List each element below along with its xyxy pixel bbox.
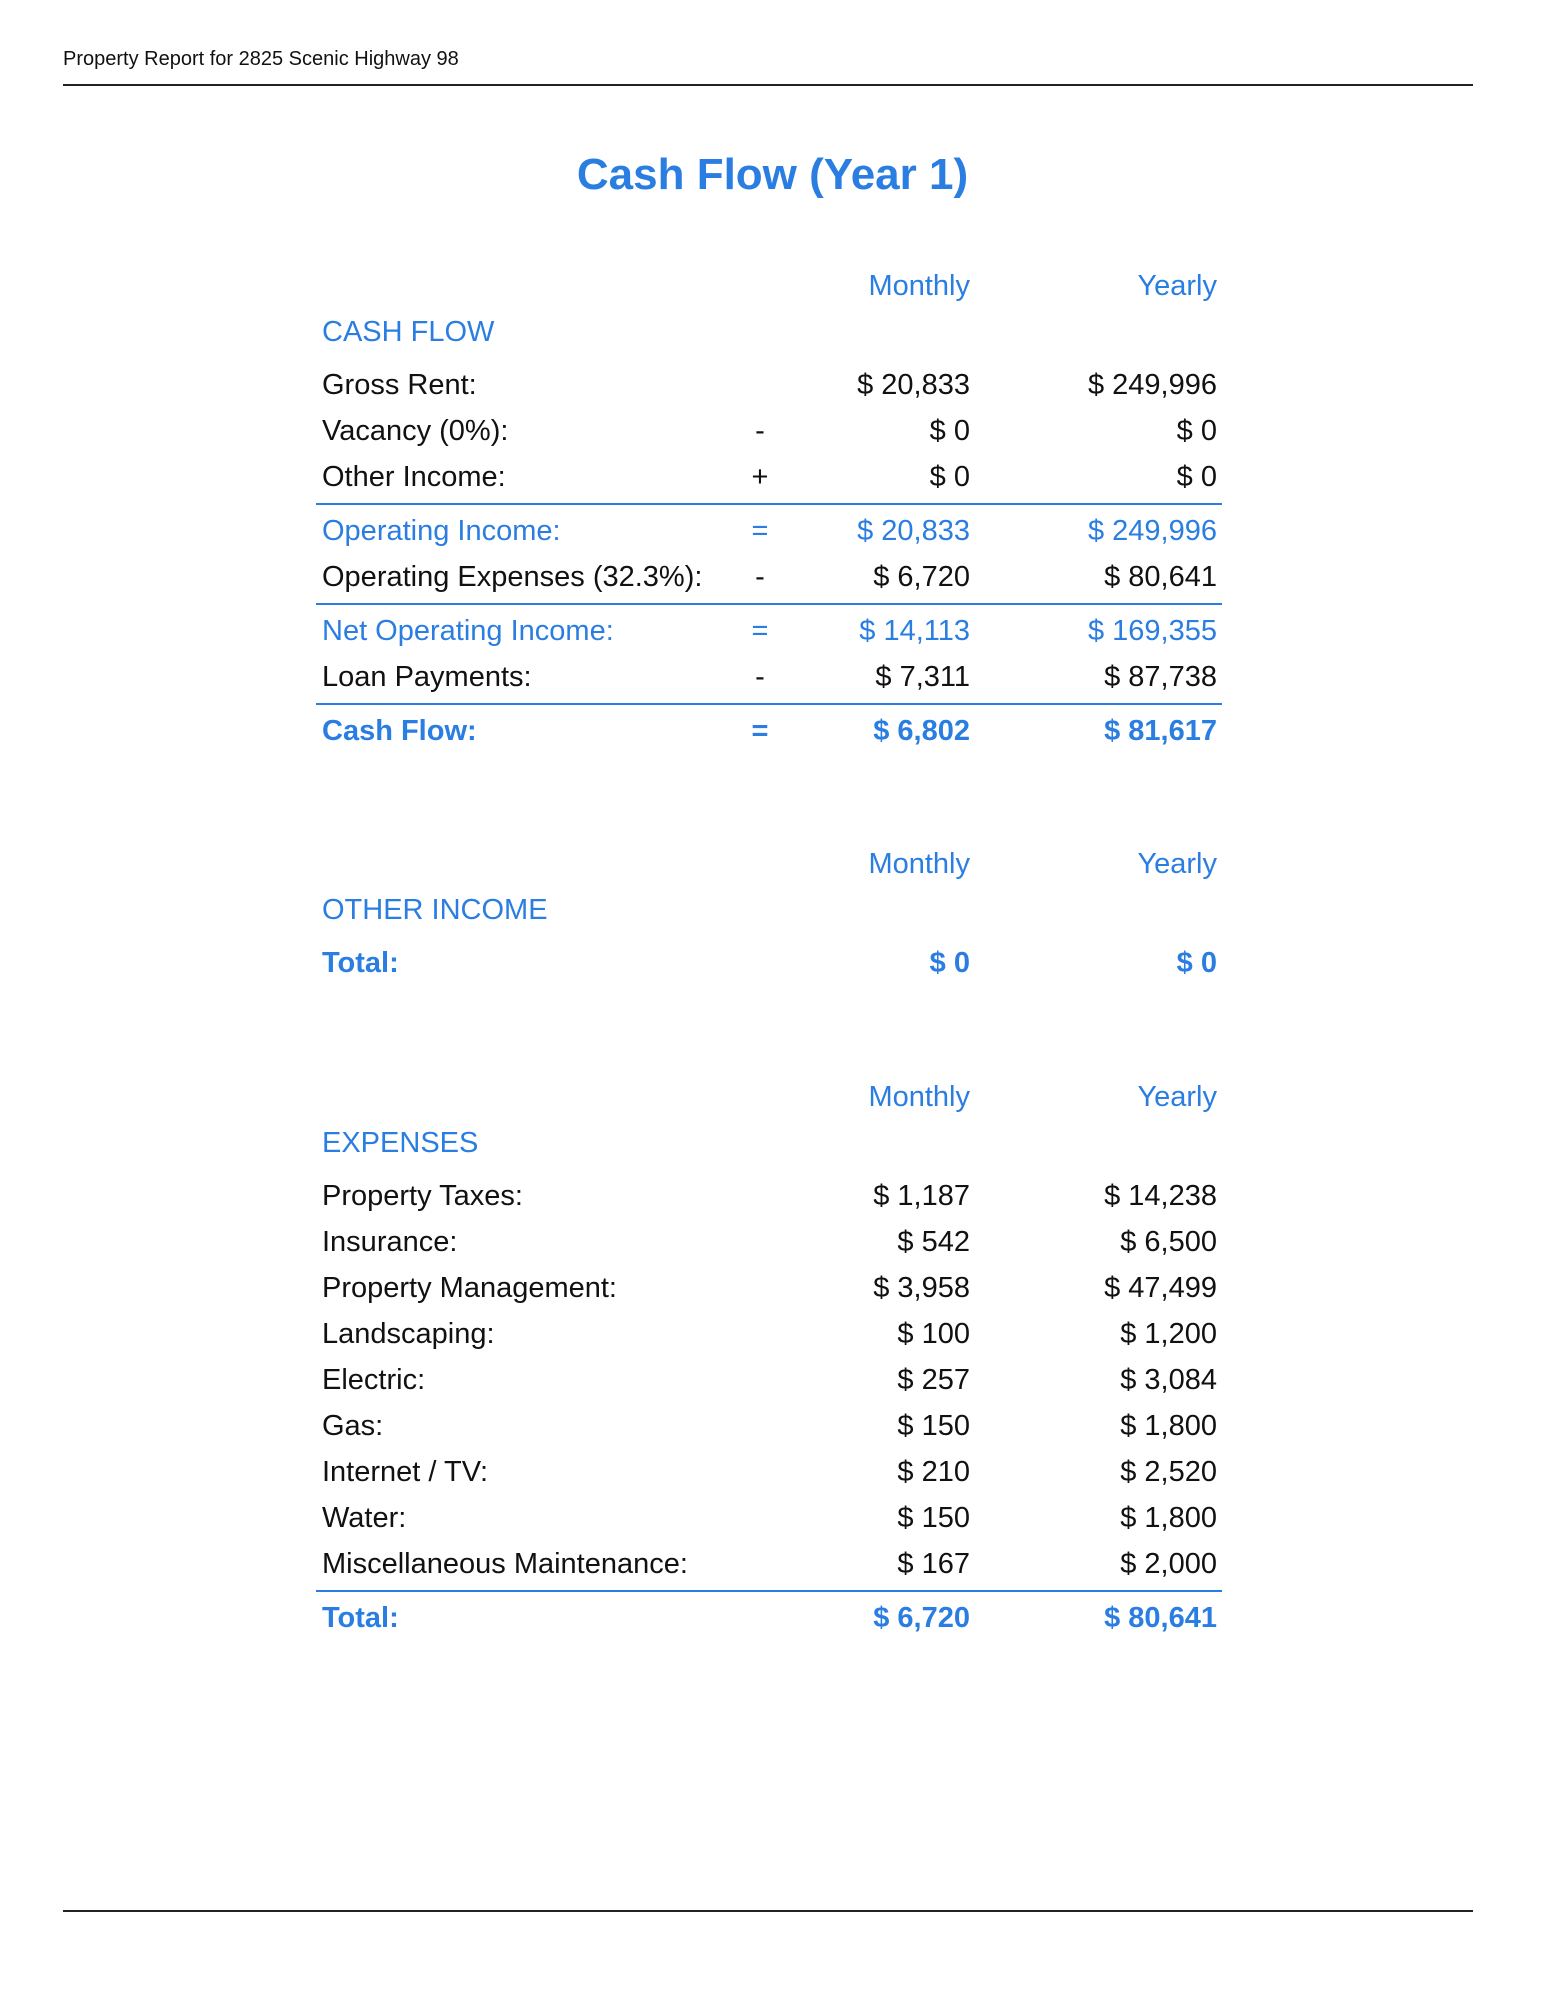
row-yearly: $ 2,000: [1120, 1548, 1217, 1580]
row-yearly: $ 0: [1176, 461, 1217, 493]
row-yearly: $ 80,641: [1104, 561, 1217, 593]
row-monthly: $ 20,833: [857, 369, 970, 401]
row-yearly: $ 249,996: [1087, 515, 1217, 547]
row-label: Miscellaneous Maintenance:: [322, 1548, 688, 1580]
row-label: Cash Flow:: [322, 715, 477, 747]
row-monthly: $ 6,720: [873, 1602, 970, 1634]
row-label: Property Taxes:: [322, 1180, 523, 1212]
row-yearly: $ 2,520: [1120, 1456, 1217, 1488]
page-title: Cash Flow (Year 1): [576, 150, 969, 199]
report-header: Property Report for 2825 Scenic Highway 98: [63, 48, 459, 70]
cash-flow-heading: CASH FLOW: [322, 316, 495, 348]
row-yearly: $ 249,996: [1087, 369, 1217, 401]
row-operator: =: [751, 515, 769, 547]
row-label: Water:: [322, 1502, 407, 1534]
row-yearly: $ 0: [1176, 415, 1217, 447]
row-monthly: $ 0: [929, 461, 970, 493]
row-label: Electric:: [322, 1364, 426, 1396]
divider: [316, 1590, 1222, 1592]
row-monthly: $ 3,958: [873, 1272, 970, 1304]
row-operator: -: [755, 661, 765, 693]
row-monthly: $ 210: [897, 1456, 970, 1488]
row-yearly: $ 0: [1176, 947, 1217, 979]
other-income-heading: OTHER INCOME: [322, 894, 548, 926]
row-monthly: $ 0: [929, 947, 970, 979]
row-yearly: $ 3,084: [1120, 1364, 1217, 1396]
row-monthly: $ 14,113: [859, 615, 970, 647]
row-label: Insurance:: [322, 1226, 458, 1258]
row-monthly: $ 1,187: [873, 1180, 970, 1212]
row-label: Net Operating Income:: [322, 615, 614, 647]
row-monthly: $ 6,720: [873, 561, 970, 593]
row-yearly: $ 14,238: [1104, 1180, 1217, 1212]
row-operator: -: [755, 561, 765, 593]
row-monthly: $ 150: [897, 1502, 970, 1534]
row-label: Gross Rent:: [322, 369, 477, 401]
row-yearly: $ 47,499: [1104, 1272, 1217, 1304]
header-divider: [63, 84, 1473, 86]
row-label: Loan Payments:: [322, 661, 532, 693]
row-yearly: $ 87,738: [1104, 661, 1217, 693]
row-operator: =: [751, 615, 769, 647]
row-monthly: $ 150: [897, 1410, 970, 1442]
row-label: Total:: [322, 947, 399, 979]
row-yearly: $ 1,800: [1120, 1410, 1217, 1442]
divider: [316, 603, 1222, 605]
row-yearly: $ 1,800: [1120, 1502, 1217, 1534]
row-label: Internet / TV:: [322, 1456, 489, 1488]
row-monthly: $ 257: [897, 1364, 970, 1396]
row-label: Total:: [322, 1602, 399, 1634]
row-label: Landscaping:: [322, 1318, 495, 1350]
row-yearly: $ 1,200: [1120, 1318, 1217, 1350]
row-label: Operating Expenses (32.3%):: [322, 561, 703, 593]
cash-flow-col-yearly: Yearly: [1137, 270, 1217, 302]
row-monthly: $ 20,833: [857, 515, 970, 547]
row-label: Property Management:: [322, 1272, 617, 1304]
row-yearly: $ 80,641: [1104, 1602, 1217, 1634]
row-monthly: $ 100: [897, 1318, 970, 1350]
expenses-col-monthly: Monthly: [868, 1081, 970, 1113]
row-monthly: $ 0: [929, 415, 970, 447]
row-operator: =: [751, 715, 769, 747]
row-label: Operating Income:: [322, 515, 561, 547]
other-income-col-monthly: Monthly: [868, 848, 970, 880]
row-monthly: $ 542: [897, 1226, 970, 1258]
row-yearly: $ 169,355: [1087, 615, 1217, 647]
expenses-heading: EXPENSES: [322, 1127, 479, 1159]
divider: [316, 503, 1222, 505]
row-yearly: $ 81,617: [1104, 715, 1217, 747]
row-operator: -: [755, 415, 765, 447]
row-operator: +: [751, 461, 769, 493]
row-monthly: $ 167: [897, 1548, 970, 1580]
row-label: Gas:: [322, 1410, 384, 1442]
expenses-col-yearly: Yearly: [1137, 1081, 1217, 1113]
row-monthly: $ 6,802: [873, 715, 970, 747]
footer-divider: [63, 1910, 1473, 1912]
row-yearly: $ 6,500: [1120, 1226, 1217, 1258]
cash-flow-col-monthly: Monthly: [868, 270, 970, 302]
divider: [316, 703, 1222, 705]
other-income-col-yearly: Yearly: [1137, 848, 1217, 880]
row-label: Vacancy (0%):: [322, 415, 509, 447]
row-label: Other Income:: [322, 461, 506, 493]
row-monthly: $ 7,311: [875, 661, 970, 693]
